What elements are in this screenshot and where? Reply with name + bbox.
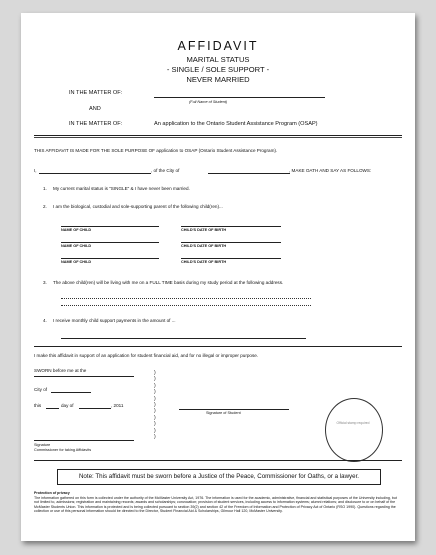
sworn-day-line[interactable] (46, 408, 59, 409)
divider-middle (34, 346, 402, 347)
commissioner-label: Commissioner for taking Affidavits (34, 448, 92, 452)
child-3-name-header: NAME OF CHILD (61, 260, 92, 264)
oath-i-label: I, (34, 168, 37, 173)
oath-name-line[interactable] (39, 173, 151, 174)
child-3-dob-line[interactable] (181, 258, 281, 259)
item-2-text: I am the biological, custodial and sole-supporting parent of the following child(ren)... (53, 204, 223, 209)
oath-city-label: , of the City of (151, 168, 180, 173)
item-1-number: 1. (43, 186, 47, 191)
signature-of-student-label: Signature of Student (206, 411, 241, 415)
divider-top-thin (34, 137, 402, 138)
declaration-statement: I make this affidavit in support of an application for student financial aid, and for no illegal or improper purpose. (34, 353, 259, 358)
privacy-title: Protection of privacy (34, 491, 70, 495)
item-1-text: My current marital status is "SINGLE" & I have never been married. (53, 186, 190, 191)
child-3-dob-header: CHILD'S DATE OF BIRTH (181, 260, 227, 264)
matter2-text: An application to the Ontario Student Assistance Program (OSAP) (154, 121, 318, 127)
and-label: AND (89, 106, 101, 112)
item-4-text: I receive monthly child support payments in the amount of ... (53, 318, 176, 323)
note-box (57, 469, 381, 485)
child-1-name-line[interactable] (61, 226, 159, 227)
official-stamp-text: Official stamp required (336, 421, 370, 425)
child-1-name-header: NAME OF CHILD (61, 228, 92, 232)
child-2-name-line[interactable] (61, 242, 159, 243)
item-2-number: 2. (43, 204, 47, 209)
sworn-before-label: SWORN before me at the (34, 368, 87, 373)
note-text: Note: This affidavit must be sworn before a Justice of the Peace, Commissioner for Oaths, or a lawyer. (78, 473, 360, 480)
oath-city-line[interactable] (208, 173, 290, 174)
document-subtitle-marital-status: MARITAL STATUS (186, 55, 250, 64)
sworn-brace: ) ) ) ) ) ) ) ) ) ) ) (154, 370, 156, 441)
year-label: , 2011 (111, 403, 124, 408)
official-stamp-oval (325, 398, 383, 462)
sworn-city-line[interactable] (51, 392, 91, 393)
affidavit-page (21, 13, 415, 541)
full-name-hint: (Full Name of Student) (189, 100, 228, 104)
document-title: AFFIDAVIT (177, 39, 259, 53)
oath-make-oath: , MAKE OATH AND SAY AS FOLLOWS: (289, 168, 372, 173)
signature-label: Signature (34, 443, 51, 447)
matter2-label: IN THE MATTER OF: (69, 121, 123, 127)
child-2-dob-header: CHILD'S DATE OF BIRTH (181, 244, 227, 248)
address-line-1[interactable] (61, 298, 311, 299)
document-subtitle-never-married: NEVER MARRIED (186, 75, 250, 84)
matter-label: IN THE MATTER OF: (69, 90, 123, 96)
child-support-amount-line[interactable] (61, 338, 306, 339)
child-1-dob-header: CHILD'S DATE OF BIRTH (181, 228, 227, 232)
student-name-line[interactable] (154, 97, 325, 98)
item-3-number: 3. (43, 280, 47, 285)
this-label: this (34, 403, 42, 408)
address-line-2[interactable] (61, 305, 311, 306)
commissioner-signature-line[interactable] (34, 440, 134, 441)
sworn-location-line[interactable] (34, 376, 134, 377)
city-of-label: City of (34, 387, 48, 392)
item-4-number: 4. (43, 318, 47, 323)
child-1-dob-line[interactable] (181, 226, 281, 227)
privacy-section (34, 491, 402, 514)
divider-top (34, 135, 402, 136)
divider-bottom (34, 460, 402, 461)
purpose-statement: THIS AFFIDAVIT IS MADE FOR THE SOLE PURPOSE OF application to OSAP (Ontario Student Assistance Program). (34, 148, 278, 153)
day-of-label: day of (61, 403, 74, 408)
item-3-text: The above child(ren) will be living with me on a FULL TIME basis during my study period at the following address. (53, 280, 284, 285)
child-2-name-header: NAME OF CHILD (61, 244, 92, 248)
child-2-dob-line[interactable] (181, 242, 281, 243)
student-signature-line[interactable] (179, 409, 289, 410)
document-subtitle-single-sole-support: - SINGLE / SOLE SUPPORT - (166, 65, 270, 74)
sworn-month-line[interactable] (79, 408, 111, 409)
child-3-name-line[interactable] (61, 258, 159, 259)
privacy-text: The information gathered on this form is collected under the authority of the McMaster University Act, 1976. The information is used for the academic, administrative, financial and statistical purposes of the University including, but not limited to, admissions; registration and maintaining records; awards and scholarships; convocation; provision of student services, including access to information systems; alumni relations; and disclosure to or on behalf of the McMaster Students Union. This information is protected and is being collected pursuant to section 39(2) and section 42 of the Freedom of Information and Protection of Privacy Act of Ontario (RSO 1990). Questions regarding the collection or use of this personal information should be directed to the Director, Student Financial Aid & Scholarships, Gilmour Hall 120, McMaster University. (34, 495, 397, 514)
